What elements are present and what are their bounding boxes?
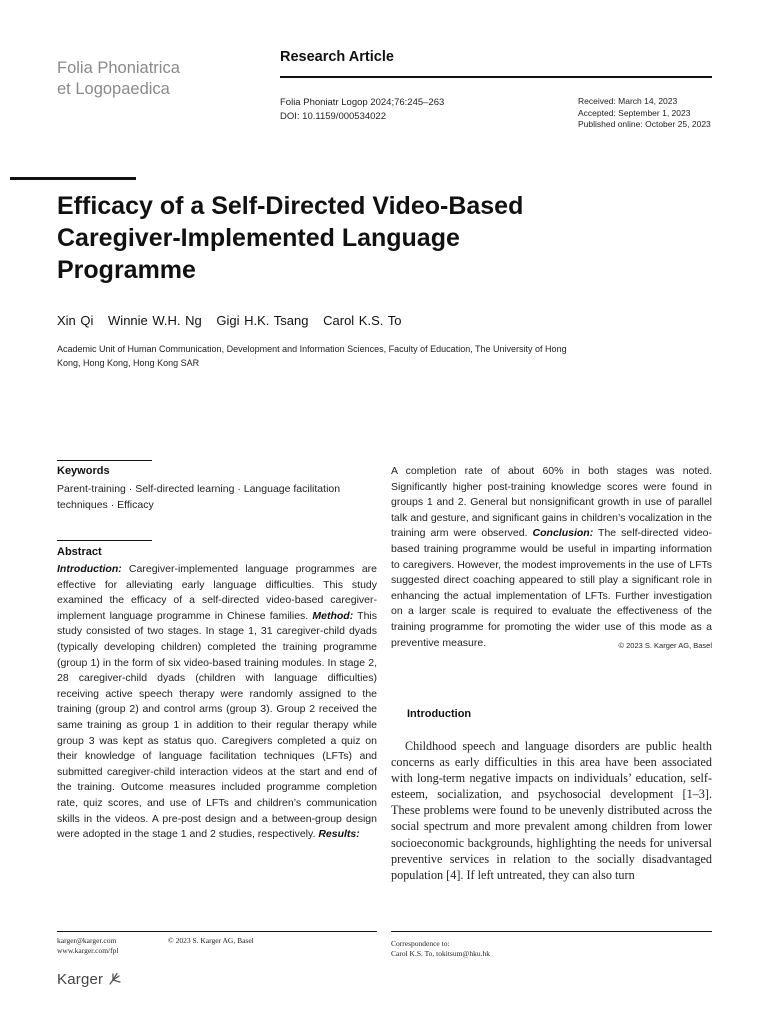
footer-copyright: © 2023 S. Karger AG, Basel xyxy=(168,936,254,945)
abstract-conclusion-text: The self-directed video-based training programme would be useful in imparting information to caregivers. However, the modest improvements in the use of LFTs suggested direct coaching appeared to still play a significant role in enhancing the actual implementation of LFTs. Further investigation on a larger scale is required to evaluate the effectiveness of the training programme for promoting the wider use of this mode as a preventive measure. xyxy=(391,527,712,649)
abstract-heading: Abstract xyxy=(57,546,102,558)
received-date: Received: March 14, 2023 xyxy=(578,96,678,106)
author: Gigi H.K. Tsang xyxy=(216,313,309,328)
keywords-rule xyxy=(57,460,152,461)
affiliation: Academic Unit of Human Communication, Development and Information Sciences, Faculty of Education, The University of Hong Kong, Hong Kong, Hong Kong SAR xyxy=(57,344,567,368)
footer-email[interactable]: karger@karger.com xyxy=(57,936,117,945)
publisher-logo-text: Karger xyxy=(57,971,104,988)
footer-rule-right xyxy=(391,931,712,932)
published-date: Published online: October 25, 2023 xyxy=(578,119,711,129)
abstract-rule xyxy=(57,540,152,541)
abstract-method-text: This study consisted of two stages. In stage 1, 31 caregiver-child dyads (typically developing children) completed the training programme (group 1) in the form of six video-based training modules. In stage 2, 28 caregiver-child dyads (children with language difficulties) receiving active speech therapy were randomly assigned to the training (group 2) and control arms (group 3). Group 2 received the same training as group 1 in addition to their regular therapy while group 3 was kept as status quo. Caregivers completed a quiz on their knowledge of language facilitation techniques (LFTs) and submitted caregiver-child interaction videos at the start and end of the training. Outcome measures included programme completion rate, quiz scores, and use of LFTs and children’s communication skills in the videos. A pre-post design and a between-group design were adopted in the stage 1 and 2 studies, respectively. xyxy=(57,609,377,841)
publisher-logo xyxy=(57,971,122,988)
title-line2: Caregiver-Implemented Language xyxy=(57,224,460,252)
footer-rule-left xyxy=(57,931,377,932)
keywords-heading: Keywords xyxy=(57,465,110,477)
abstract-intro-label: Introduction: xyxy=(57,563,122,575)
author-list xyxy=(57,313,411,328)
author: Xin Qi xyxy=(57,313,94,328)
abstract-copyright: © 2023 S. Karger AG, Basel xyxy=(618,640,712,650)
journal-name-line2: et Logopaedica xyxy=(57,80,170,98)
doi[interactable]: DOI: 10.1159/000534022 xyxy=(280,111,386,122)
accepted-date: Accepted: September 1, 2023 xyxy=(578,107,691,118)
abstract-text-left xyxy=(57,562,377,843)
article-type: Research Article xyxy=(280,49,394,65)
header-rule xyxy=(280,76,712,78)
article-title xyxy=(57,190,617,286)
title-line1: Efficacy of a Self-Directed Video-Based xyxy=(57,192,524,220)
karger-mark-icon xyxy=(108,972,122,986)
keywords-text: Parent-training · Self-directed learning · Language facilitation techniques · Efficacy xyxy=(57,483,341,511)
footer-contact xyxy=(57,936,118,956)
title-rule xyxy=(10,177,136,180)
journal-reference: Folia Phoniatr Logop 2024;76:245–263 xyxy=(280,97,445,108)
citation xyxy=(280,96,444,124)
footer-website[interactable]: www.karger.com/fpl xyxy=(57,946,119,955)
abstract-intro-text: Caregiver-implemented language programmes are effective for alleviating early language difficulties. This study examined the efficacy of a self-directed video-based caregiver-implement language programme in Chinese families. xyxy=(57,563,377,622)
journal-name-line1: Folia Phoniatrica xyxy=(57,59,180,77)
introduction-heading: Introduction xyxy=(407,708,472,720)
abstract-results-text: A completion rate of about 60% in both stages was noted. Significantly higher post-training knowledge scores were found in groups 1 and 2. General but nonsignificant growth in use of parallel talk and gesture, and significant gains in children’s vocalization in the training arm were observed. xyxy=(391,465,712,540)
author: Winnie W.H. Ng xyxy=(108,313,202,328)
title-line3: Programme xyxy=(57,256,196,284)
article-dates xyxy=(578,96,711,131)
correspondence-text[interactable]: Carol K.S. To, tokitsum@hku.hk xyxy=(391,949,490,958)
introduction-text: Childhood speech and language disorders are public health concerns as early difficulties in this area have been associated with long-term negative impacts on individuals’ education, self-esteem, socialization, and psychosocial development [1–3]. These problems were found to be unevenly distributed across the social spectrum and more prevalent among children from lower socioeconomic backgrounds, highlighting the needs for universal preventive services in relation to the socially disadvantaged population [4]. If left untreated, they can also turn xyxy=(391,739,712,882)
correspondence-label: Correspondence to: xyxy=(391,939,450,948)
abstract-results-label: Results: xyxy=(318,828,360,841)
author: Carol K.S. To xyxy=(323,313,402,328)
abstract-conclusion-label: Conclusion: xyxy=(532,527,594,540)
correspondence xyxy=(391,939,490,959)
abstract-method-label: Method: xyxy=(312,609,354,622)
abstract-text-right xyxy=(391,464,712,653)
journal-name xyxy=(57,58,180,100)
